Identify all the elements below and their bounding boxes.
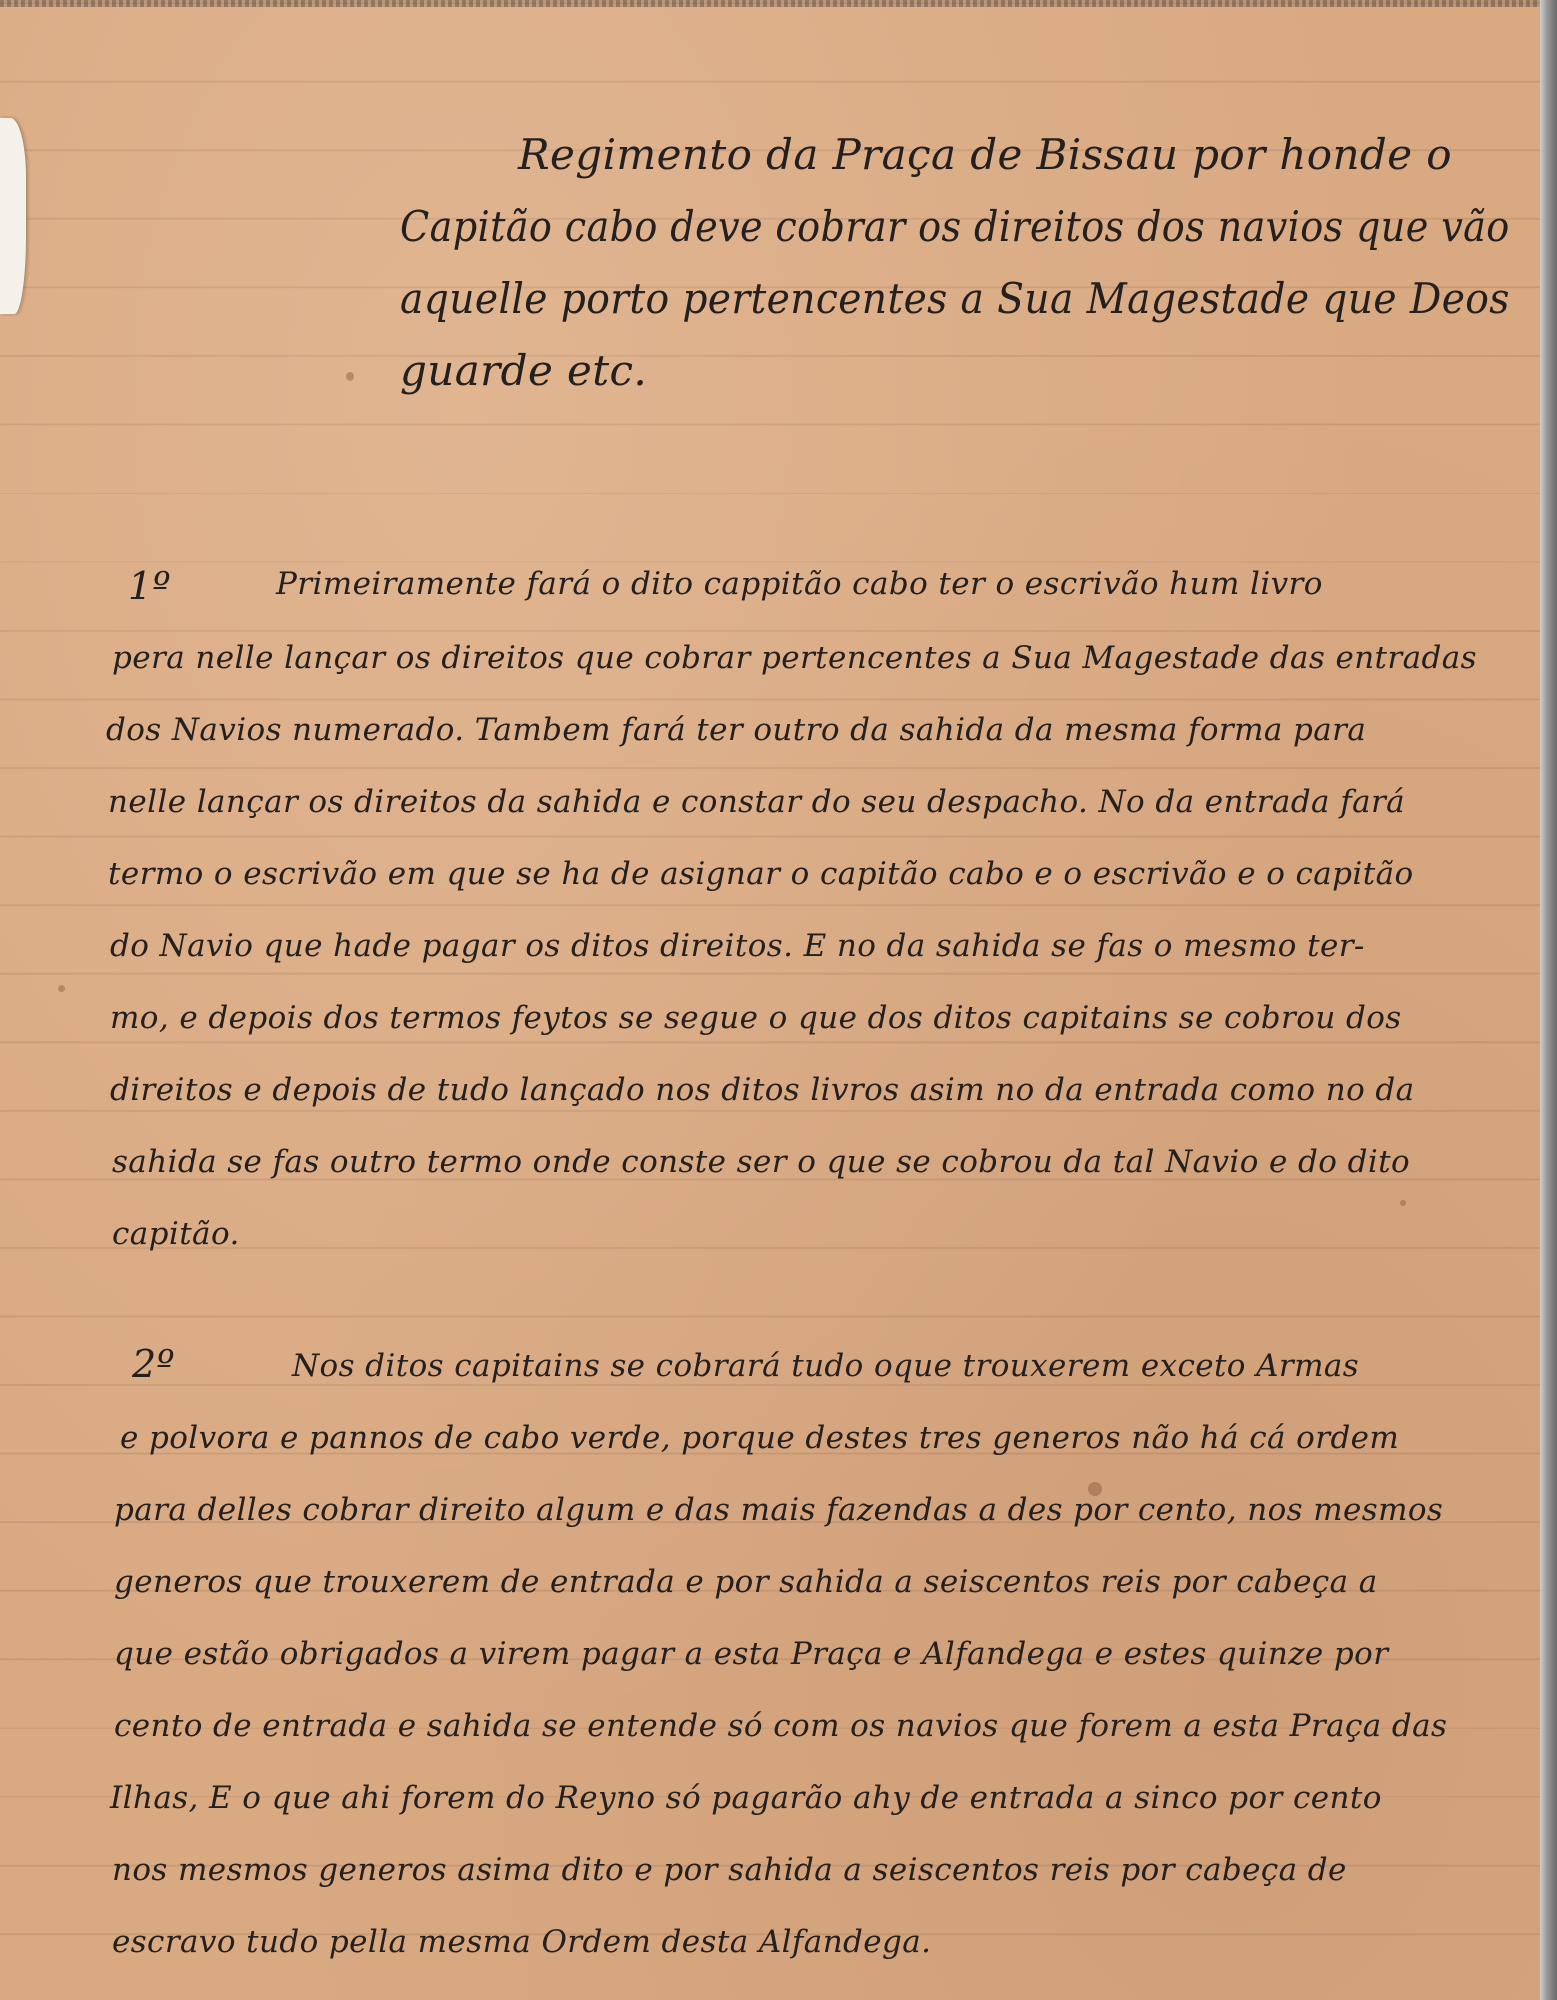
- paragraph-line: Primeiramente fará o dito cappitão cabo ter o escrivão hum livro: [276, 566, 1323, 602]
- ink-spot: [58, 985, 65, 992]
- paragraph-line: generos que trouxerem de entrada e por sahida a seiscentos reis por cabeça a: [114, 1564, 1378, 1600]
- paragraph-line: sahida se fas outro termo onde conste ser o que se cobrou da tal Navio e do dito: [112, 1144, 1411, 1180]
- title-line: Capitão cabo deve cobrar os direitos dos navios que vão: [400, 202, 1510, 251]
- paragraph-line: escravo tudo pella mesma Ordem desta Alfandega.: [112, 1924, 932, 1960]
- paragraph-line: Nos ditos capitains se cobrará tudo oque trouxerem exceto Armas: [292, 1348, 1360, 1384]
- scan-margin: [1540, 0, 1557, 2000]
- paragraph-line: nelle lançar os direitos da sahida e constar do seu despacho. No da entrada fará: [108, 784, 1406, 820]
- title-line: aquelle porto pertencentes a Sua Magestade que Deos: [400, 274, 1510, 323]
- section-number: 1º: [128, 564, 171, 608]
- paragraph-line: direitos e depois de tudo lançado nos ditos livros asim no da entrada como no da: [110, 1072, 1415, 1108]
- paragraph-line: pera nelle lançar os direitos que cobrar pertencentes a Sua Magestade das entradas: [112, 640, 1477, 676]
- ink-spot: [1400, 1200, 1406, 1206]
- paragraph-line: que estão obrigados a virem pagar a esta Praça e Alfandega e estes quinze por: [114, 1636, 1389, 1672]
- torn-left-edge: [0, 118, 26, 314]
- paragraph-line: nos mesmos generos asima dito e por sahida a seiscentos reis por cabeça de: [112, 1852, 1347, 1888]
- paragraph-line: cento de entrada e sahida se entende só com os navios que forem a esta Praça das: [114, 1708, 1448, 1744]
- paragraph-line: mo, e depois dos termos feytos se segue o que dos ditos capitains se cobrou dos: [110, 1000, 1402, 1036]
- paragraph-line: capitão.: [112, 1216, 240, 1252]
- paragraph-line: Ilhas, E o que ahi forem do Reyno só pagarão ahy de entrada a sinco por cento: [110, 1780, 1382, 1816]
- paragraph-line: e polvora e pannos de cabo verde, porque destes tres generos não há cá ordem: [120, 1420, 1400, 1456]
- paragraph-line: para delles cobrar direito algum e das mais fazendas a des por cento, nos mesmos: [114, 1492, 1444, 1528]
- top-perforated-edge: [0, 0, 1540, 7]
- title-line: Regimento da Praça de Bissau por honde o: [518, 130, 1452, 179]
- section-number: 2º: [132, 1342, 175, 1386]
- ink-spot: [346, 372, 354, 381]
- title-line: guarde etc.: [400, 346, 648, 395]
- paragraph-line: dos Navios numerado. Tambem fará ter outro da sahida da mesma forma para: [106, 712, 1367, 748]
- paragraph-line: do Navio que hade pagar os ditos direitos. E no da sahida se fas o mesmo ter-: [110, 928, 1365, 964]
- paragraph-line: termo o escrivão em que se ha de asignar o capitão cabo e o escrivão e o capitão: [108, 856, 1414, 892]
